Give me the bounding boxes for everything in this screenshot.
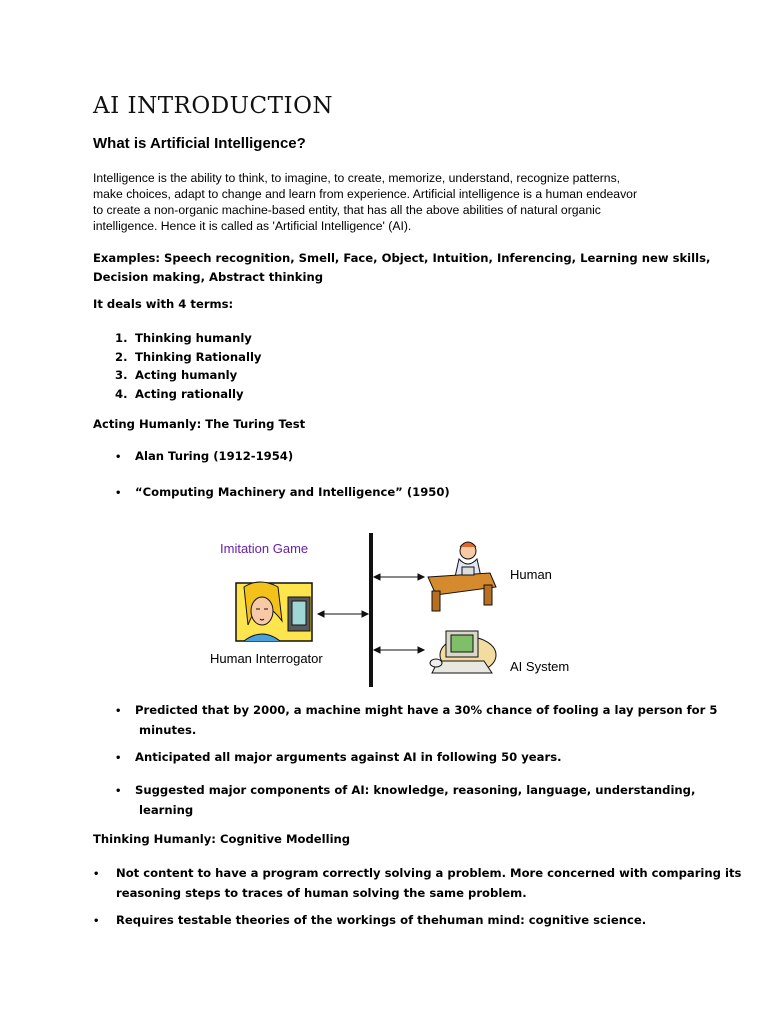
list-number: 1. xyxy=(115,331,128,345)
deals-with-text: It deals with 4 terms: xyxy=(93,297,234,311)
section-heading-what-is-ai: What is Artificial Intelligence? xyxy=(93,135,306,152)
section-heading-cognitive: Thinking Humanly: Cognitive Modelling xyxy=(93,832,351,846)
intro-line: Intelligence is the ability to think, to imagine, to create, memorize, understand, recognize patterns, xyxy=(93,171,621,185)
turing-test-diagram xyxy=(200,525,600,695)
list-item xyxy=(115,348,261,367)
diagram-label-interrogator: Human Interrogator xyxy=(210,651,323,666)
intro-line: intelligence. Hence it is called as 'Artificial Intelligence' (AI). xyxy=(93,219,412,233)
list-text: Alan Turing (1912-1954) xyxy=(135,449,294,463)
list-text: minutes. xyxy=(139,723,197,737)
page-title: AI INTRODUCTION xyxy=(93,93,334,119)
list-text: Not content to have a program correctly solving a problem. More concerned with comparing its xyxy=(116,866,742,880)
list-text: Acting rationally xyxy=(135,387,244,402)
list-text: Acting humanly xyxy=(135,368,238,383)
computer-ai-icon xyxy=(430,631,496,673)
list-item xyxy=(115,366,261,385)
terms-list xyxy=(115,329,261,404)
divider-bar xyxy=(369,533,373,687)
human-desk-icon xyxy=(428,542,496,611)
list-text: reasoning steps to traces of human solving the same problem. xyxy=(116,886,527,900)
list-item xyxy=(115,485,450,499)
diagram-title: Imitation Game xyxy=(220,541,309,556)
list-number: 4. xyxy=(115,387,128,402)
list-item xyxy=(115,329,261,348)
list-text: Thinking Rationally xyxy=(135,349,262,364)
diagram-label-human: Human xyxy=(510,567,552,582)
list-text: Requires testable theories of the workings of thehuman mind: cognitive science. xyxy=(116,913,647,927)
list-item xyxy=(115,385,261,404)
list-text: learning xyxy=(139,803,194,817)
bullet: • xyxy=(115,753,122,764)
list-text: Thinking humanly xyxy=(135,331,252,345)
list-item xyxy=(115,750,562,764)
list-text: Suggested major components of AI: knowledge, reasoning, language, understanding, xyxy=(135,783,696,797)
intro-line: make choices, adapt to change and learn from experience. Artificial intelligence is a human endeavor xyxy=(93,187,638,201)
intro-paragraph xyxy=(93,170,683,234)
section-heading-turing: Acting Humanly: The Turing Test xyxy=(93,417,306,431)
bullet: • xyxy=(115,488,122,499)
list-item xyxy=(115,781,695,820)
list-item xyxy=(93,913,646,927)
bullet: • xyxy=(115,786,122,797)
examples-paragraph xyxy=(93,249,710,287)
list-number: 2. xyxy=(115,349,128,364)
list-text: Anticipated all major arguments against AI in following 50 years. xyxy=(135,750,562,764)
intro-line: to create a non-organic machine-based entity, that has all the above abilities of natural organic xyxy=(93,203,601,217)
bullet: • xyxy=(115,706,122,717)
list-number: 3. xyxy=(115,368,128,383)
list-item xyxy=(93,864,741,903)
bullet: • xyxy=(93,869,100,880)
list-text: “Computing Machinery and Intelligence” (1950) xyxy=(135,485,450,499)
bullet: • xyxy=(115,452,122,463)
examples-line: Examples: Speech recognition, Smell, Face, Object, Intuition, Inferencing, Learning new skills, xyxy=(93,251,711,265)
list-item xyxy=(115,701,717,740)
list-text: Predicted that by 2000, a machine might have a 30% chance of fooling a lay person for 5 xyxy=(135,703,718,717)
diagram-label-ai-system: AI System xyxy=(510,659,570,674)
list-item xyxy=(115,449,293,463)
woman-interrogator-icon xyxy=(236,582,312,641)
bullet: • xyxy=(93,916,100,927)
examples-line: Decision making, Abstract thinking xyxy=(93,270,324,284)
